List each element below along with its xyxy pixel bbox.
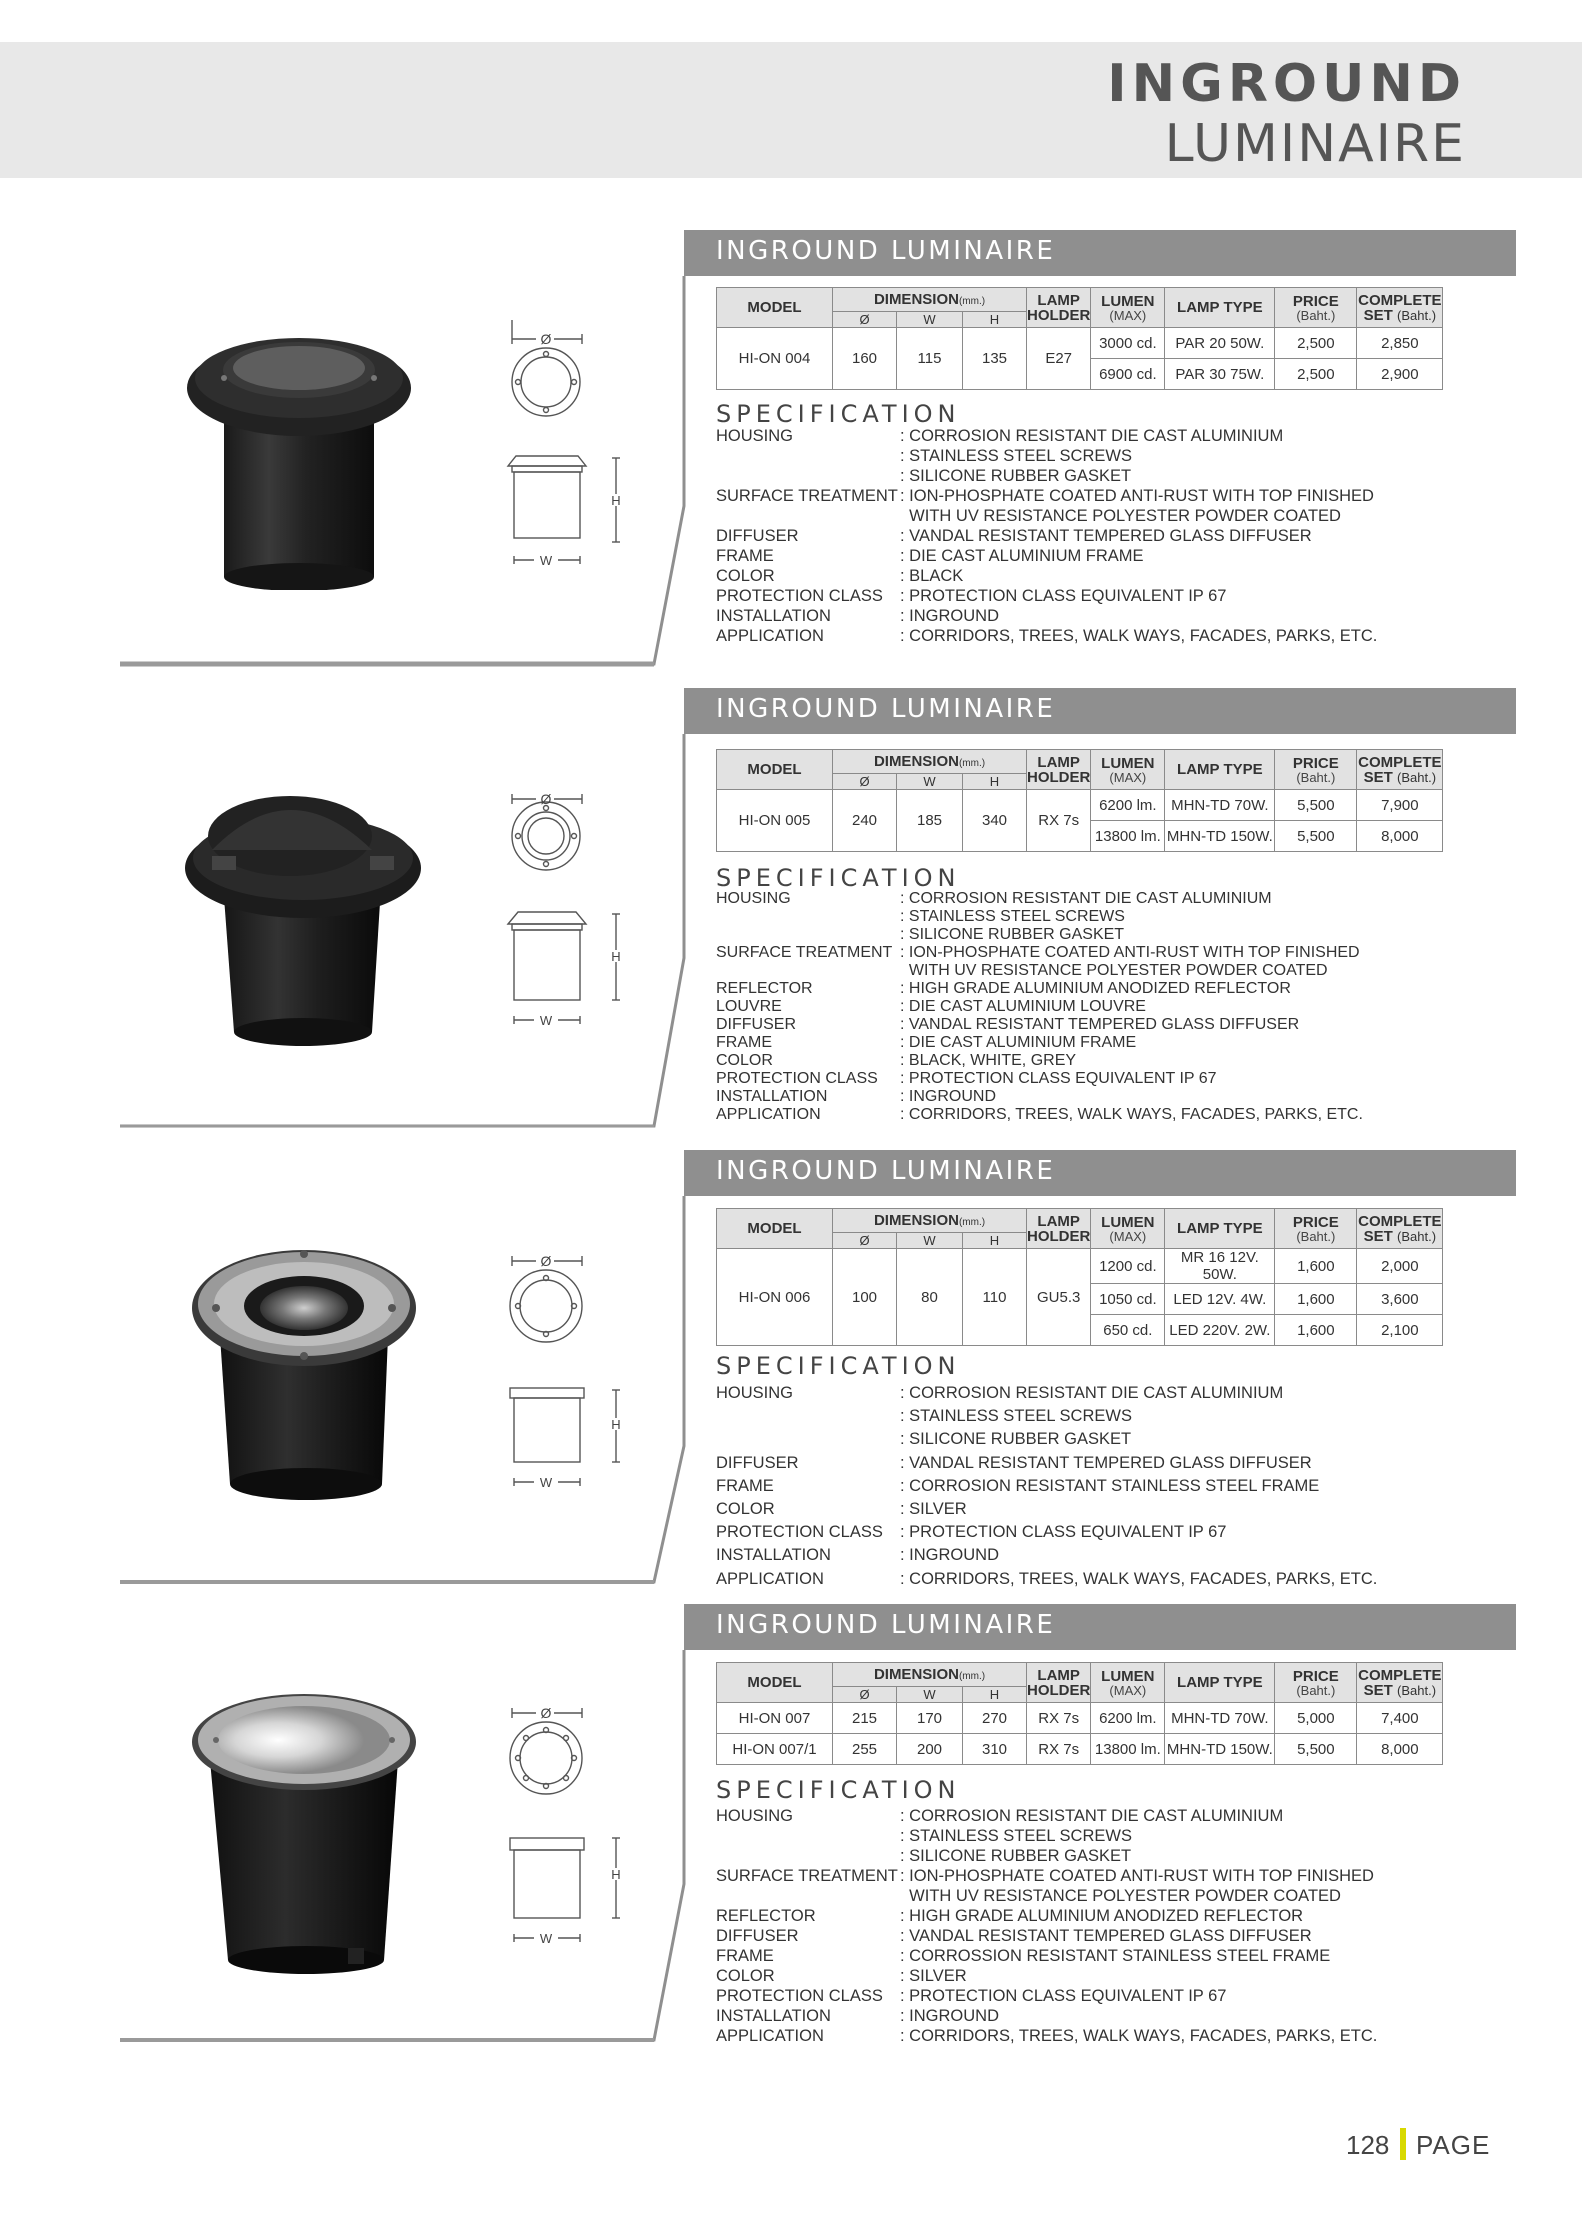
lamp-type-cell: MHN-TD 150W.: [1165, 1734, 1275, 1765]
col-lamp-type: LAMP TYPE: [1165, 288, 1275, 328]
col-dia: Ø: [833, 312, 897, 328]
width-label: W: [539, 1475, 553, 1490]
width-label: W: [539, 553, 553, 568]
table-row: [717, 1734, 1443, 1765]
col-w: W: [897, 1233, 963, 1249]
spec-heading: SPECIFICATION: [716, 1776, 961, 1804]
dia-cell: 160: [833, 328, 897, 390]
lamp-type-cell: MHN-TD 70W.: [1165, 790, 1275, 821]
col-price: PRICE (Baht.): [1275, 1663, 1357, 1703]
table-row: [717, 1249, 1443, 1284]
lumen-cell: 650 cd.: [1091, 1315, 1165, 1346]
page-label: PAGE: [1416, 2130, 1491, 2160]
dia-label: Ø: [540, 1705, 552, 1721]
section-title: INGROUND LUMINAIRE: [716, 236, 1056, 266]
spec-row: FRAME : DIE CAST ALUMINIUM FRAME: [716, 1034, 1137, 1051]
dimension-drawing: [500, 780, 630, 1030]
spec-row: HOUSING : CORROSION RESISTANT DIE CAST ALUMINIUM: [716, 1384, 1284, 1402]
spec-row: PROTECTION CLASS : PROTECTION CLASS EQUIVALENT IP 67: [716, 1987, 1227, 2005]
spec-list: [716, 426, 1496, 646]
lumen-cell: 6900 cd.: [1091, 359, 1165, 390]
col-lamp-holder: LAMP HOLDER: [1027, 750, 1091, 790]
col-model: MODEL: [717, 1663, 833, 1703]
col-lamp-holder: LAMP HOLDER: [1027, 1209, 1091, 1249]
spec-row: HOUSING : CORROSION RESISTANT DIE CAST ALUMINIUM: [716, 427, 1284, 445]
product-photo: [186, 1680, 422, 1980]
spec-list: [716, 1806, 1496, 2046]
holder-cell: GU5.3: [1027, 1249, 1091, 1346]
dimension-drawing: [500, 320, 630, 570]
col-complete-set: COMPLETE SET (Baht.): [1357, 750, 1443, 790]
col-dia: Ø: [833, 774, 897, 790]
col-h: H: [963, 1233, 1027, 1249]
spec-row: APPLICATION : CORRIDORS, TREES, WALK WAYS, FACADES, PARKS, ETC.: [716, 2027, 1378, 2045]
h-cell: 110: [963, 1249, 1027, 1346]
set-cell: 7,400: [1357, 1703, 1443, 1734]
spec-row: COLOR : BLACK, WHITE, GREY: [716, 1052, 1077, 1069]
spec-row: HOUSING : CORROSION RESISTANT DIE CAST ALUMINIUM: [716, 1807, 1284, 1825]
spec-row: FRAME : CORROSION RESISTANT STAINLESS STEEL FRAME: [716, 1476, 1320, 1495]
footer-accent-bar: [1400, 2128, 1406, 2160]
spec-row: PROTECTION CLASS : PROTECTION CLASS EQUIVALENT IP 67: [716, 1070, 1217, 1087]
spec-list: [716, 890, 1496, 1124]
col-lamp-type: LAMP TYPE: [1165, 1663, 1275, 1703]
col-w: W: [897, 312, 963, 328]
dia-label: Ø: [540, 791, 552, 807]
spec-row: DIFFUSER : VANDAL RESISTANT TEMPERED GLASS DIFFUSER: [716, 1453, 1312, 1472]
height-label: H: [611, 493, 621, 508]
col-complete-set: COMPLETE SET (Baht.): [1357, 1209, 1443, 1249]
set-cell: 7,900: [1357, 790, 1443, 821]
spec-row: WITH UV RESISTANCE POLYESTER POWDER COATED: [900, 1887, 1341, 1905]
spec-heading: SPECIFICATION: [716, 400, 961, 428]
col-h: H: [963, 1687, 1027, 1703]
set-cell: 2,000: [1357, 1249, 1443, 1284]
width-label: W: [539, 1013, 553, 1028]
product-table: [716, 1662, 1443, 1765]
section-title: INGROUND LUMINAIRE: [716, 1610, 1056, 1640]
set-cell: 2,850: [1357, 328, 1443, 359]
lumen-cell: 1050 cd.: [1091, 1284, 1165, 1315]
spec-row: APPLICATION : CORRIDORS, TREES, WALK WAYS, FACADES, PARKS, ETC.: [716, 627, 1378, 645]
page-title: INGROUND: [1107, 54, 1466, 114]
model-cell: HI-ON 005: [717, 790, 833, 852]
col-w: W: [897, 1687, 963, 1703]
lamp-type-cell: MHN-TD 150W.: [1165, 821, 1275, 852]
spec-row: REFLECTOR : HIGH GRADE ALUMINIUM ANODIZED REFLECTOR: [716, 980, 1291, 997]
spec-row: COLOR : BLACK: [716, 567, 964, 585]
product-photo: [186, 330, 416, 590]
spec-row: LOUVRE : DIE CAST ALUMINIUM LOUVRE: [716, 998, 1146, 1015]
spec-row: DIFFUSER : VANDAL RESISTANT TEMPERED GLASS DIFFUSER: [716, 527, 1312, 545]
dimension-drawing: [500, 1694, 630, 1954]
price-cell: 5,000: [1275, 1703, 1357, 1734]
product-table: [716, 1208, 1443, 1346]
spec-row: : SILICONE RUBBER GASKET: [900, 926, 1125, 943]
product-table: [716, 749, 1443, 852]
holder-cell: RX 7s: [1027, 1734, 1091, 1765]
spec-row: APPLICATION : CORRIDORS, TREES, WALK WAYS, FACADES, PARKS, ETC.: [716, 1569, 1378, 1588]
spec-row: : SILICONE RUBBER GASKET: [900, 467, 1132, 485]
h-cell: 270: [963, 1703, 1027, 1734]
w-cell: 170: [897, 1703, 963, 1734]
dia-label: Ø: [540, 331, 552, 347]
w-cell: 185: [897, 790, 963, 852]
spec-row: FRAME : DIE CAST ALUMINIUM FRAME: [716, 547, 1144, 565]
spec-row: INSTALLATION : INGROUND: [716, 2007, 999, 2025]
set-cell: 3,600: [1357, 1284, 1443, 1315]
col-dia: Ø: [833, 1233, 897, 1249]
col-complete-set: COMPLETE SET (Baht.): [1357, 1663, 1443, 1703]
w-cell: 200: [897, 1734, 963, 1765]
col-dimension: DIMENSION(mm.): [833, 1663, 1027, 1687]
h-cell: 310: [963, 1734, 1027, 1765]
spec-row: SURFACE TREATMENT : ION-PHOSPHATE COATED ANTI-RUST WITH TOP FINISHED: [716, 487, 1374, 505]
spec-row: INSTALLATION : INGROUND: [716, 607, 999, 625]
w-cell: 115: [897, 328, 963, 390]
lamp-type-cell: MR 16 12V. 50W.: [1165, 1249, 1275, 1284]
spec-row: COLOR : SILVER: [716, 1500, 967, 1519]
page-subtitle: LUMINAIRE: [1164, 114, 1466, 174]
model-cell: HI-ON 007: [717, 1703, 833, 1734]
col-w: W: [897, 774, 963, 790]
h-cell: 135: [963, 328, 1027, 390]
product-photo: [186, 1236, 422, 1506]
product-table: [716, 287, 1443, 390]
lumen-cell: 1200 cd.: [1091, 1249, 1165, 1284]
section-title: INGROUND LUMINAIRE: [716, 1156, 1056, 1186]
spec-row: : STAINLESS STEEL SCREWS: [900, 1407, 1132, 1426]
col-dimension: DIMENSION(mm.): [833, 1209, 1027, 1233]
dia-cell: 100: [833, 1249, 897, 1346]
set-cell: 8,000: [1357, 821, 1443, 852]
h-cell: 340: [963, 790, 1027, 852]
spec-row: DIFFUSER : VANDAL RESISTANT TEMPERED GLASS DIFFUSER: [716, 1927, 1312, 1945]
spec-heading: SPECIFICATION: [716, 864, 961, 892]
dia-cell: 215: [833, 1703, 897, 1734]
col-lumen: LUMEN (MAX): [1091, 1209, 1165, 1249]
lamp-type-cell: PAR 20 50W.: [1165, 328, 1275, 359]
section-title: INGROUND LUMINAIRE: [716, 694, 1056, 724]
model-cell: HI-ON 004: [717, 328, 833, 390]
col-price: PRICE (Baht.): [1275, 1209, 1357, 1249]
col-model: MODEL: [717, 288, 833, 328]
price-cell: 5,500: [1275, 790, 1357, 821]
spec-row: PROTECTION CLASS : PROTECTION CLASS EQUIVALENT IP 67: [716, 1523, 1227, 1542]
col-lamp-holder: LAMP HOLDER: [1027, 1663, 1091, 1703]
spec-row: WITH UV RESISTANCE POLYESTER POWDER COATED: [900, 962, 1328, 979]
spec-list: [716, 1382, 1496, 1591]
lamp-type-cell: LED 12V. 4W.: [1165, 1284, 1275, 1315]
set-cell: 8,000: [1357, 1734, 1443, 1765]
spec-row: APPLICATION : CORRIDORS, TREES, WALK WAYS, FACADES, PARKS, ETC.: [716, 1106, 1363, 1123]
spec-row: COLOR : SILVER: [716, 1967, 967, 1985]
model-cell: HI-ON 007/1: [717, 1734, 833, 1765]
spec-row: REFLECTOR : HIGH GRADE ALUMINIUM ANODIZED REFLECTOR: [716, 1907, 1304, 1925]
col-lumen: LUMEN (MAX): [1091, 750, 1165, 790]
set-cell: 2,900: [1357, 359, 1443, 390]
model-cell: HI-ON 006: [717, 1249, 833, 1346]
spec-row: SURFACE TREATMENT : ION-PHOSPHATE COATED ANTI-RUST WITH TOP FINISHED: [716, 1867, 1374, 1885]
lamp-type-cell: LED 220V. 2W.: [1165, 1315, 1275, 1346]
width-label: W: [539, 1931, 553, 1946]
table-row: [717, 1703, 1443, 1734]
price-cell: 5,500: [1275, 821, 1357, 852]
lumen-cell: 13800 lm.: [1091, 1734, 1165, 1765]
col-lamp-holder: LAMP HOLDER: [1027, 288, 1091, 328]
lumen-cell: 6200 lm.: [1091, 1703, 1165, 1734]
price-cell: 1,600: [1275, 1284, 1357, 1315]
col-dia: Ø: [833, 1687, 897, 1703]
price-cell: 5,500: [1275, 1734, 1357, 1765]
spec-row: : SILICONE RUBBER GASKET: [900, 1430, 1132, 1449]
spec-row: INSTALLATION : INGROUND: [716, 1546, 999, 1565]
price-cell: 1,600: [1275, 1249, 1357, 1284]
col-lumen: LUMEN (MAX): [1091, 288, 1165, 328]
col-price: PRICE (Baht.): [1275, 750, 1357, 790]
set-cell: 2,100: [1357, 1315, 1443, 1346]
spec-row: HOUSING : CORROSION RESISTANT DIE CAST ALUMINIUM: [716, 890, 1272, 907]
holder-cell: E27: [1027, 328, 1091, 390]
dia-label: Ø: [540, 1253, 552, 1269]
spec-row: : STAINLESS STEEL SCREWS: [900, 447, 1132, 465]
spec-row: PROTECTION CLASS : PROTECTION CLASS EQUIVALENT IP 67: [716, 587, 1227, 605]
holder-cell: RX 7s: [1027, 790, 1091, 852]
w-cell: 80: [897, 1249, 963, 1346]
height-label: H: [611, 949, 621, 964]
table-row: [717, 790, 1443, 821]
col-complete-set: COMPLETE SET (Baht.): [1357, 288, 1443, 328]
lamp-type-cell: MHN-TD 70W.: [1165, 1703, 1275, 1734]
col-h: H: [963, 774, 1027, 790]
lamp-type-cell: PAR 30 75W.: [1165, 359, 1275, 390]
spec-row: INSTALLATION : INGROUND: [716, 1088, 996, 1105]
col-model: MODEL: [717, 1209, 833, 1249]
spec-heading: SPECIFICATION: [716, 1352, 961, 1380]
spec-row: : STAINLESS STEEL SCREWS: [900, 908, 1125, 925]
spec-row: : STAINLESS STEEL SCREWS: [900, 1827, 1132, 1845]
holder-cell: RX 7s: [1027, 1703, 1091, 1734]
price-cell: 2,500: [1275, 328, 1357, 359]
col-model: MODEL: [717, 750, 833, 790]
col-dimension: DIMENSION(mm.): [833, 288, 1027, 312]
dimension-drawing: [500, 1242, 630, 1502]
spec-row: FRAME : CORROSSION RESISTANT STAINLESS STEEL FRAME: [716, 1947, 1331, 1965]
height-label: H: [611, 1867, 621, 1882]
col-lumen: LUMEN (MAX): [1091, 1663, 1165, 1703]
product-photo: [172, 780, 432, 1050]
spec-row: SURFACE TREATMENT : ION-PHOSPHATE COATED ANTI-RUST WITH TOP FINISHED: [716, 944, 1360, 961]
table-row: [717, 328, 1443, 359]
price-cell: 2,500: [1275, 359, 1357, 390]
price-cell: 1,600: [1275, 1315, 1357, 1346]
col-lamp-type: LAMP TYPE: [1165, 750, 1275, 790]
lumen-cell: 13800 lm.: [1091, 821, 1165, 852]
col-h: H: [963, 312, 1027, 328]
spec-row: WITH UV RESISTANCE POLYESTER POWDER COATED: [900, 507, 1341, 525]
height-label: H: [611, 1417, 621, 1432]
col-lamp-type: LAMP TYPE: [1165, 1209, 1275, 1249]
spec-row: DIFFUSER : VANDAL RESISTANT TEMPERED GLASS DIFFUSER: [716, 1016, 1300, 1033]
dia-cell: 255: [833, 1734, 897, 1765]
spec-row: : SILICONE RUBBER GASKET: [900, 1847, 1132, 1865]
col-price: PRICE (Baht.): [1275, 288, 1357, 328]
page-number: 128: [1346, 2130, 1390, 2160]
lumen-cell: 3000 cd.: [1091, 328, 1165, 359]
dia-cell: 240: [833, 790, 897, 852]
lumen-cell: 6200 lm.: [1091, 790, 1165, 821]
col-dimension: DIMENSION(mm.): [833, 750, 1027, 774]
